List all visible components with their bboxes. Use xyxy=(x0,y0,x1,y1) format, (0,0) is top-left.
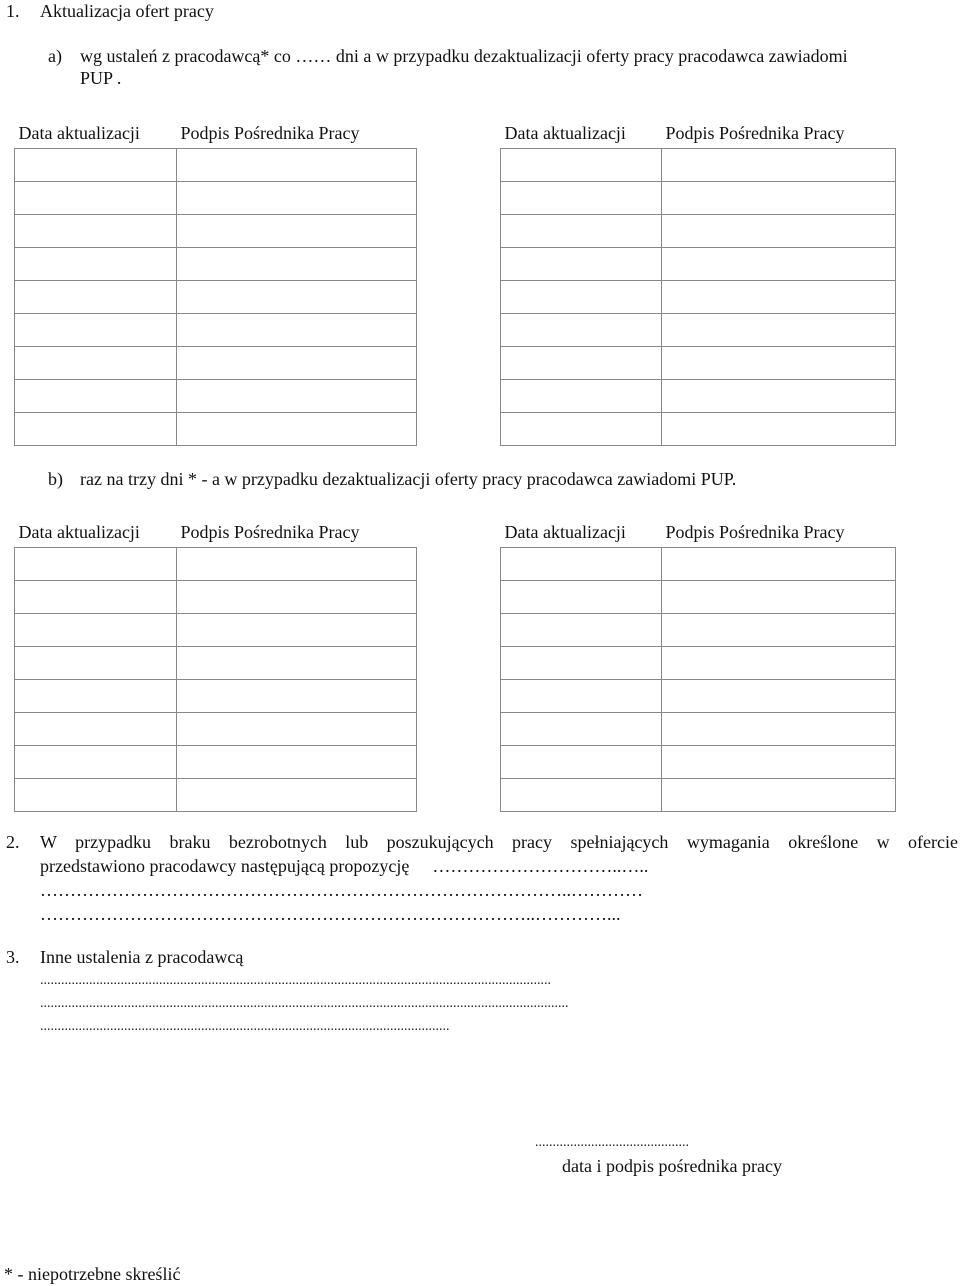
signature-cell[interactable] xyxy=(177,281,417,314)
signature-cell[interactable] xyxy=(177,614,417,647)
table-row xyxy=(15,647,896,680)
date-cell[interactable] xyxy=(15,779,177,812)
date-cell[interactable] xyxy=(501,647,662,680)
signature-cell[interactable] xyxy=(177,548,417,581)
signature-cell[interactable] xyxy=(662,248,896,281)
signature-cell[interactable] xyxy=(177,182,417,215)
date-cell[interactable] xyxy=(501,746,662,779)
signature-cell[interactable] xyxy=(662,647,896,680)
table-row xyxy=(15,347,896,380)
signature-cell[interactable] xyxy=(662,215,896,248)
date-cell[interactable] xyxy=(15,647,177,680)
table-row xyxy=(15,281,896,314)
signature-cell[interactable] xyxy=(177,347,417,380)
date-cell[interactable] xyxy=(501,581,662,614)
date-cell[interactable] xyxy=(15,149,177,182)
date-cell[interactable] xyxy=(15,281,177,314)
table-a-header-signature-2: Podpis Pośrednika Pracy xyxy=(662,112,896,149)
table-b-header-date-1: Data aktualizacji xyxy=(15,511,177,548)
table-row xyxy=(15,182,896,215)
table-row xyxy=(15,614,896,647)
signature-cell[interactable] xyxy=(177,413,417,446)
date-cell[interactable] xyxy=(501,680,662,713)
date-cell[interactable] xyxy=(15,182,177,215)
signature-cell[interactable] xyxy=(177,680,417,713)
section-3-line-1: .................................................................................................................................................. xyxy=(40,973,551,988)
signature-cell[interactable] xyxy=(662,149,896,182)
table-row xyxy=(15,680,896,713)
table-a-header-signature-1: Podpis Pośrednika Pracy xyxy=(177,112,417,149)
item-a-line-2: PUP . xyxy=(80,68,122,88)
signature-cell[interactable] xyxy=(177,380,417,413)
section-2-line-4: ………………………………………………………………………..…………... xyxy=(40,904,621,924)
section-3-title: Inne ustalenia z pracodawcą xyxy=(40,947,244,967)
date-cell[interactable] xyxy=(15,347,177,380)
signature-cell[interactable] xyxy=(662,548,896,581)
table-a xyxy=(14,112,896,446)
table-a-header-row xyxy=(15,112,896,149)
date-cell[interactable] xyxy=(501,347,662,380)
table-row xyxy=(15,314,896,347)
section-2-line-2-dots: …………………………..….. xyxy=(432,856,649,876)
item-b-text: raz na trzy dni * - a w przypadku dezaktualizacji oferty pracy pracodawca zawiadomi PUP. xyxy=(80,469,737,489)
signature-cell[interactable] xyxy=(662,314,896,347)
date-cell[interactable] xyxy=(15,581,177,614)
date-cell[interactable] xyxy=(15,614,177,647)
date-cell[interactable] xyxy=(501,548,662,581)
table-row xyxy=(15,248,896,281)
signature-cell[interactable] xyxy=(177,314,417,347)
table-a-header-date-1: Data aktualizacji xyxy=(15,112,177,149)
signature-dots: ............................................ xyxy=(535,1135,689,1150)
signature-cell[interactable] xyxy=(177,779,417,812)
date-cell[interactable] xyxy=(15,680,177,713)
date-cell[interactable] xyxy=(15,746,177,779)
table-row xyxy=(15,548,896,581)
date-cell[interactable] xyxy=(15,314,177,347)
signature-cell[interactable] xyxy=(177,248,417,281)
item-a-line-1: wg ustaleń z pracodawcą* co …… dni a w przypadku dezaktualizacji oferty pracy pracodawca zawiadomi xyxy=(80,46,848,66)
signature-cell[interactable] xyxy=(177,149,417,182)
signature-cell[interactable] xyxy=(177,713,417,746)
date-cell[interactable] xyxy=(15,713,177,746)
table-row xyxy=(15,413,896,446)
signature-cell[interactable] xyxy=(662,680,896,713)
date-cell[interactable] xyxy=(501,314,662,347)
table-row xyxy=(15,779,896,812)
section-1-number: 1. xyxy=(6,1,20,21)
date-cell[interactable] xyxy=(501,779,662,812)
signature-cell[interactable] xyxy=(662,581,896,614)
date-cell[interactable] xyxy=(501,149,662,182)
table-a-header-date-2: Data aktualizacji xyxy=(501,112,662,149)
date-cell[interactable] xyxy=(501,248,662,281)
table-row xyxy=(15,149,896,182)
table-b-header-row xyxy=(15,511,896,548)
date-cell[interactable] xyxy=(501,281,662,314)
date-cell[interactable] xyxy=(501,182,662,215)
section-2-line-3: ……………………………………………………………………………..………… xyxy=(40,880,643,900)
date-cell[interactable] xyxy=(501,713,662,746)
signature-cell[interactable] xyxy=(662,281,896,314)
signature-cell[interactable] xyxy=(662,713,896,746)
date-cell[interactable] xyxy=(15,215,177,248)
date-cell[interactable] xyxy=(15,380,177,413)
section-2-number: 2. xyxy=(6,832,20,852)
date-cell[interactable] xyxy=(15,548,177,581)
section-1-title: Aktualizacja ofert pracy xyxy=(40,1,214,21)
section-3-line-3: ..................................................................................................................... xyxy=(40,1019,450,1034)
date-cell[interactable] xyxy=(501,614,662,647)
signature-cell[interactable] xyxy=(177,746,417,779)
signature-cell[interactable] xyxy=(662,746,896,779)
item-a-letter: a) xyxy=(48,46,62,66)
table-row xyxy=(15,746,896,779)
table-b-header-signature-2: Podpis Pośrednika Pracy xyxy=(662,511,896,548)
table-row xyxy=(15,380,896,413)
date-cell[interactable] xyxy=(501,380,662,413)
date-cell[interactable] xyxy=(501,413,662,446)
signature-cell[interactable] xyxy=(662,779,896,812)
date-cell[interactable] xyxy=(15,248,177,281)
table-b-header-signature-1: Podpis Pośrednika Pracy xyxy=(177,511,417,548)
signature-cell[interactable] xyxy=(662,413,896,446)
table-row xyxy=(15,581,896,614)
footnote: * - niepotrzebne skreślić xyxy=(4,1264,181,1284)
signature-cell[interactable] xyxy=(662,614,896,647)
signature-cell[interactable] xyxy=(177,215,417,248)
signature-label: data i podpis pośrednika pracy xyxy=(562,1156,782,1176)
table-b-header-date-2: Data aktualizacji xyxy=(501,511,662,548)
table-row xyxy=(15,713,896,746)
item-b-letter: b) xyxy=(48,469,63,489)
date-cell[interactable] xyxy=(501,215,662,248)
table-b xyxy=(14,511,896,812)
table-row xyxy=(15,215,896,248)
date-cell[interactable] xyxy=(15,413,177,446)
section-2-line-2: przedstawiono pracodawcy następującą propozycję xyxy=(40,856,410,876)
signature-cell[interactable] xyxy=(177,581,417,614)
signature-cell[interactable] xyxy=(662,380,896,413)
section-3-number: 3. xyxy=(6,947,20,967)
section-2-line-1: W przypadku braku bezrobotnych lub poszukujących pracy spełniających wymagania określone w ofercie xyxy=(40,832,958,852)
signature-cell[interactable] xyxy=(177,647,417,680)
section-3-line-2: ....................................................................................................................................................... xyxy=(40,996,569,1011)
signature-cell[interactable] xyxy=(662,182,896,215)
signature-cell[interactable] xyxy=(662,347,896,380)
